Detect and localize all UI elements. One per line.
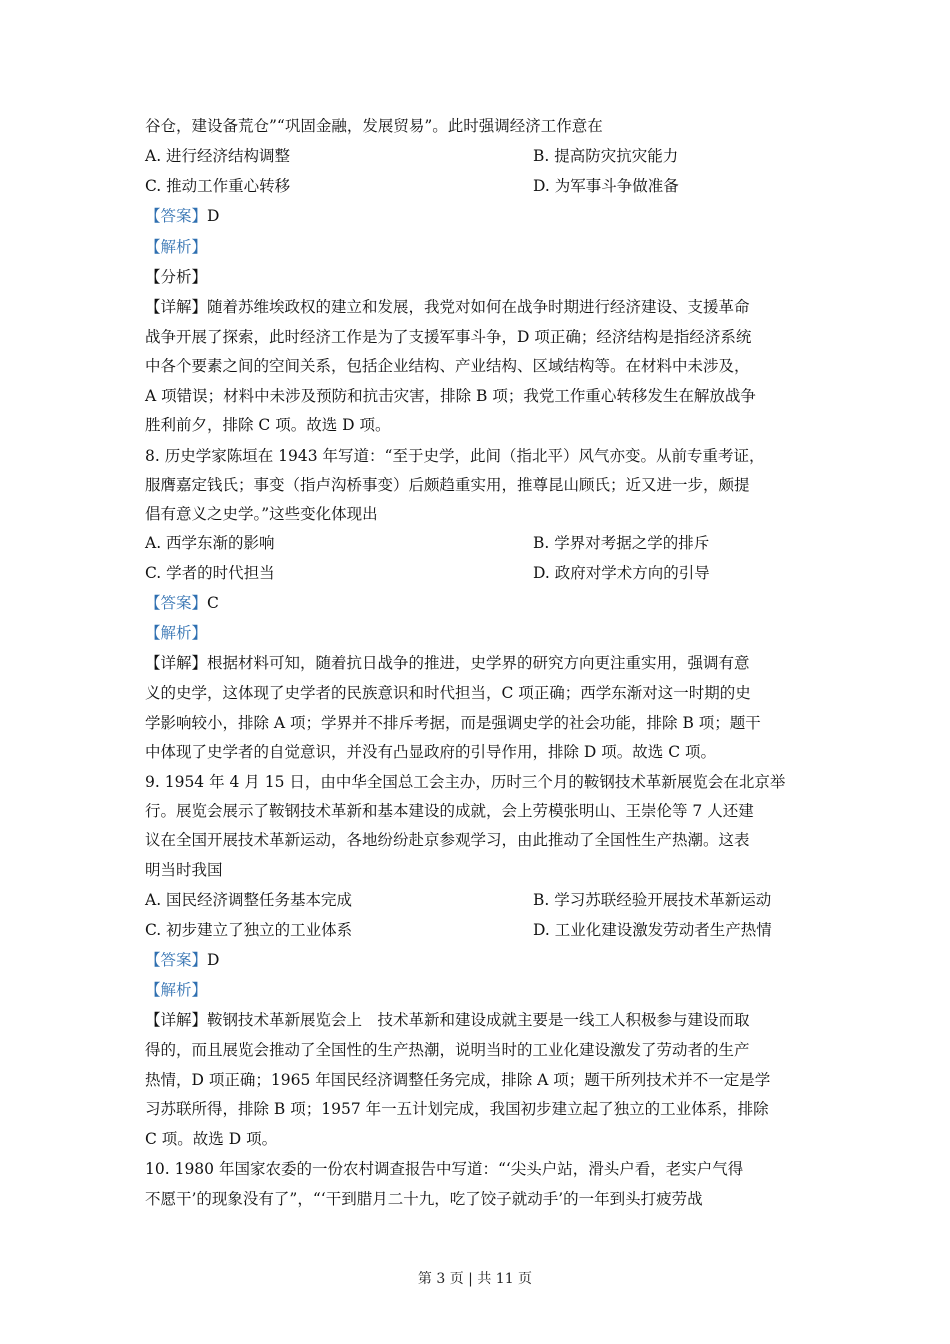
q9-stem-line: 9. 1954 年 4 月 15 日，由中华全国总工会主办，历时三个月的鞍钢技术革新展览会在北京举 bbox=[145, 773, 786, 791]
q8-option-a: A. 西学东渐的影响 bbox=[145, 534, 275, 552]
q8-answer bbox=[145, 593, 219, 613]
q9-detail-line: 热情，D 项正确；1965 年国民经济调整任务完成，排除 A 项；题干所列技术并不一定是学 bbox=[145, 1071, 771, 1089]
q9-option-d: D. 工业化建设激发劳动者生产热情 bbox=[533, 921, 772, 939]
q8-option-c: C. 学者的时代担当 bbox=[145, 564, 275, 582]
q7-detail-line: 【详解】随着苏维埃政权的建立和发展，我党对如何在战争时期进行经济建设、支援革命 bbox=[145, 298, 750, 316]
q7-stem-tail: 谷仓，建设备荒仓”“巩固金融，发展贸易”。此时强调经济工作意在 bbox=[145, 117, 603, 135]
q8-detail-line: 义的史学，这体现了史学者的民族意识和时代担当，C 项正确；西学东渐对这一时期的史 bbox=[145, 684, 751, 702]
q9-detail-line: 【详解】鞍钢技术革新展览会上 技术革新和建设成就主要是一线工人积极参与建设而取 bbox=[145, 1011, 750, 1029]
q7-option-d: D. 为军事斗争做准备 bbox=[533, 177, 679, 195]
answer-value: C bbox=[207, 594, 219, 612]
q7-option-a: A. 进行经济结构调整 bbox=[145, 147, 291, 165]
page-footer: 第 3 页 | 共 11 页 bbox=[417, 1271, 533, 1287]
q7-answer bbox=[145, 206, 219, 226]
q8-detail-line: 【详解】根据材料可知，随着抗日战争的推进，史学界的研究方向更注重实用，强调有意 bbox=[145, 654, 750, 672]
q9-option-c: C. 初步建立了独立的工业体系 bbox=[145, 921, 353, 939]
q7-option-c: C. 推动工作重心转移 bbox=[145, 177, 291, 195]
q8-stem-line: 服膺嘉定钱氏；事变（指卢沟桥事变）后颇趋重实用，推尊昆山顾氏；近又进一步，颇提 bbox=[145, 476, 750, 494]
q8-stem-line: 8. 历史学家陈垣在 1943 年写道：“至于史学，此间（指北平）风气亦变。从前专重考证， bbox=[145, 447, 765, 465]
q7-analysis-label: 【解析】 bbox=[145, 238, 208, 256]
q7-option-b: B. 提高防灾抗灾能力 bbox=[533, 147, 679, 165]
q7-detail-line: 战争开展了探索，此时经济工作是为了支援军事斗争，D 项正确；经济结构是指经济系统 bbox=[145, 328, 752, 346]
q9-detail-line: C 项。故选 D 项。 bbox=[145, 1130, 278, 1148]
q9-stem-line: 明当时我国 bbox=[145, 861, 223, 879]
q9-option-a: A. 国民经济调整任务基本完成 bbox=[145, 891, 353, 909]
q8-option-d: D. 政府对学术方向的引导 bbox=[533, 564, 710, 582]
q7-detail-line: 中各个要素之间的空间关系，包括企业结构、产业结构、区域结构等。在材料中未涉及， bbox=[145, 357, 750, 375]
q9-stem-line: 议在全国开展技术革新运动，各地纷纷赴京参观学习，由此推动了全国性生产热潮。这表 bbox=[145, 831, 750, 849]
q10-stem-line: 不愿干’的现象没有了”，“‘干到腊月二十九，吃了饺子就动手’的一年到头打疲劳战 bbox=[145, 1190, 703, 1208]
q8-analysis-label: 【解析】 bbox=[145, 624, 208, 642]
q9-detail-line: 得的，而且展览会推动了全国性的生产热潮，说明当时的工业化建设激发了劳动者的生产 bbox=[145, 1041, 750, 1059]
q9-option-b: B. 学习苏联经验开展技术革新运动 bbox=[533, 891, 772, 909]
answer-label: 【答案】 bbox=[145, 207, 208, 225]
q9-analysis-label: 【解析】 bbox=[145, 981, 208, 999]
q9-stem-line: 行。展览会展示了鞍钢技术革新和基本建设的成就，会上劳模张明山、王崇伦等 7 人还建 bbox=[145, 802, 754, 820]
q8-stem-line: 倡有意义之史学。”这些变化体现出 bbox=[145, 505, 378, 523]
q8-detail-line: 中体现了史学者的自觉意识，并没有凸显政府的引导作用，排除 D 项。故选 C 项。 bbox=[145, 743, 716, 761]
q9-detail-line: 习苏联所得，排除 B 项；1957 年一五计划完成，我国初步建立起了独立的工业体系，排除 bbox=[145, 1100, 769, 1118]
answer-label: 【答案】 bbox=[145, 594, 208, 612]
q8-option-b: B. 学界对考据之学的排斥 bbox=[533, 534, 710, 552]
q7-detail-line: A 项错误；材料中未涉及预防和抗击灾害，排除 B 项；我党工作重心转移发生在解放战争 bbox=[145, 387, 756, 405]
q7-detail-line: 胜利前夕，排除 C 项。故选 D 项。 bbox=[145, 416, 391, 434]
q8-detail-line: 学影响较小，排除 A 项；学界并不排斥考据，而是强调史学的社会功能，排除 B 项；题干 bbox=[145, 714, 761, 732]
q9-answer bbox=[145, 950, 219, 970]
q7-fenxi-label: 【分析】 bbox=[145, 268, 208, 286]
answer-value: D bbox=[207, 951, 220, 969]
answer-value: D bbox=[207, 207, 220, 225]
q10-stem-line: 10. 1980 年国家农委的一份农村调查报告中写道：“‘尖头户站，滑头户看，老实户气得 bbox=[145, 1160, 744, 1178]
answer-label: 【答案】 bbox=[145, 951, 208, 969]
